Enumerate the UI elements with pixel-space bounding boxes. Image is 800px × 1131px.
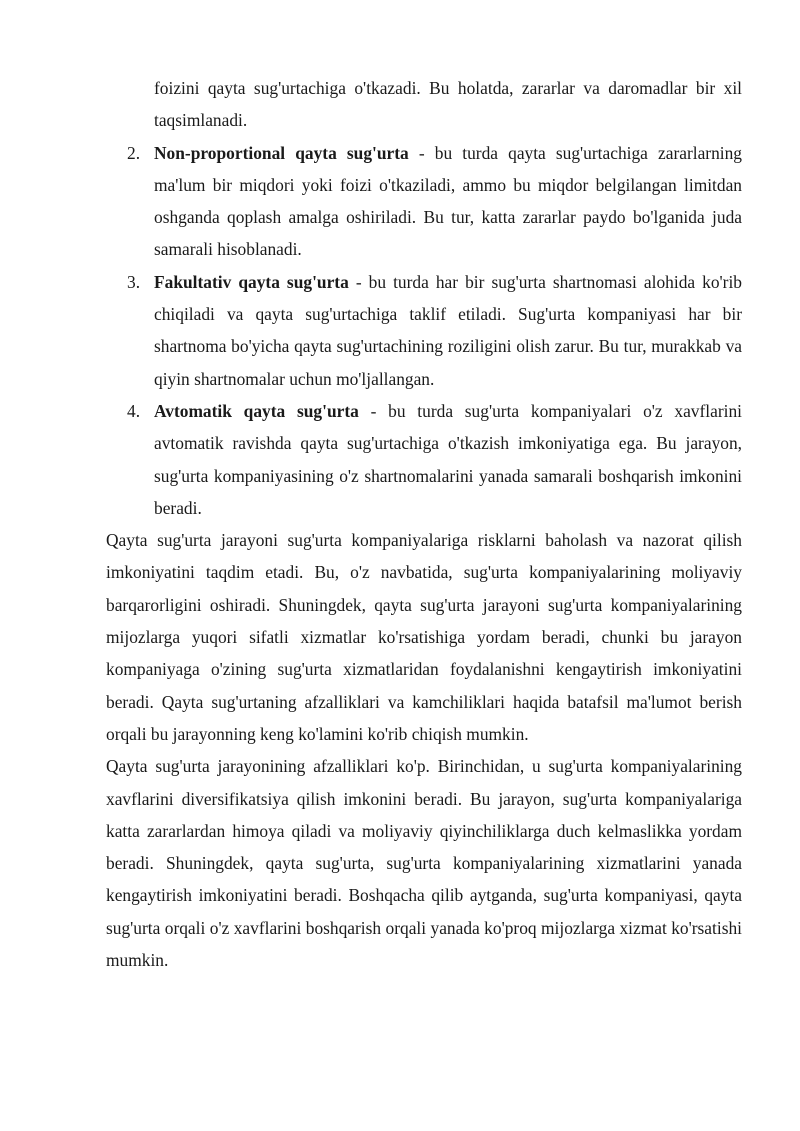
list-item-term: Fakultativ qayta sug'urta [154,271,349,292]
list-continuation-text: foizini qayta sug'urtachiga o'tkazadi. Bu holatda, zararlar va daromadlar bir xil taqsimlanadi. [154,78,742,131]
list-number: 2. [127,142,141,163]
list-item-term: Avtomatik qayta sug'urta [154,400,359,421]
list-item-automatic [106,395,742,524]
paragraph-risk-assessment: Qayta sug'urta jarayoni sug'urta kompaniyalariga risklarni baholash va nazorat qilish imkoniyatini taqdim etadi. Bu, o'z navbatida, sug'urta kompaniyalarining moliyaviy barqarorligini oshiradi. Shuningdek, qayta sug'urta jarayoni sug'urta kompaniyalarining mijozlarga yuqori sifatli xizmatlar ko'rsatishiga yordam beradi, chunki bu jarayon kompaniyaga o'zining sug'urta xizmatlaridan foydalanishni kengaytirish imkoniyatini beradi. Qayta sug'urtaning afzalliklari va kamchiliklari haqida batafsil ma'lumot berish orqali bu jarayonning keng ko'lamini ko'rib chiqish mumkin. [106,530,742,744]
list-item-body [154,266,742,395]
list-number: 4. [127,400,141,421]
list-number: 3. [127,271,141,292]
list-item-body [154,137,742,266]
list-item-text: - bu turda sug'urta kompaniyalari o'z xavflarini avtomatik ravishda qayta sug'urtachiga o'tkazish imkoniyatiga ega. Bu jarayon, sug'urta kompaniyasining o'z shartnomalarini yanada samarali boshqarish imkonini beradi. [154,400,742,518]
paragraph-advantages: Qayta sug'urta jarayonining afzalliklari ko'p. Birinchidan, u sug'urta kompaniyalarining xavflarini diversifikatsiya qilish imkonini beradi. Bu jarayon, sug'urta kompaniyalariga katta zararlardan himoya qiladi va moliyaviy qiyinchiliklarga duch kelmaslikka yordam beradi. Shuningdek, qayta sug'urta, sug'urta kompaniyalarining xizmatlarini yanada kengaytirish imkoniyatini beradi. Boshqacha qilib aytganda, sug'urta kompaniyasi, qayta sug'urta orqali o'z xavflarini boshqarish orqali yanada ko'proq mijozlarga xizmat ko'rsatishi mumkin. [106,756,742,971]
list-item-body [154,395,742,524]
list-item-non-proportional [106,137,742,266]
list-item-term: Non-proportional qayta sug'urta [154,142,409,163]
document-page [106,72,742,976]
list-item-text: - bu turda har bir sug'urta shartnomasi alohida ko'rib chiqiladi va qayta sug'urtachiga taklif etiladi. Sug'urta kompaniyasi har bir shartnoma bo'yicha qayta sug'urtachining roziligini olish zarur. Bu tur, murakkab va qiyin shartnomalar uchun mo'ljallangan. [154,271,742,389]
reinsurance-types-list [106,137,742,525]
list-item-facultative [106,266,742,395]
list-item-text: - bu turda qayta sug'urtachiga zararlarning ma'lum bir miqdori yoki foizi o'tkaziladi, ammo bu miqdor belgilangan limitdan oshganda qoplash amalga oshiriladi. Bu tur, katta zararlar paydo bo'lganida juda samarali hisoblanadi. [154,142,742,260]
